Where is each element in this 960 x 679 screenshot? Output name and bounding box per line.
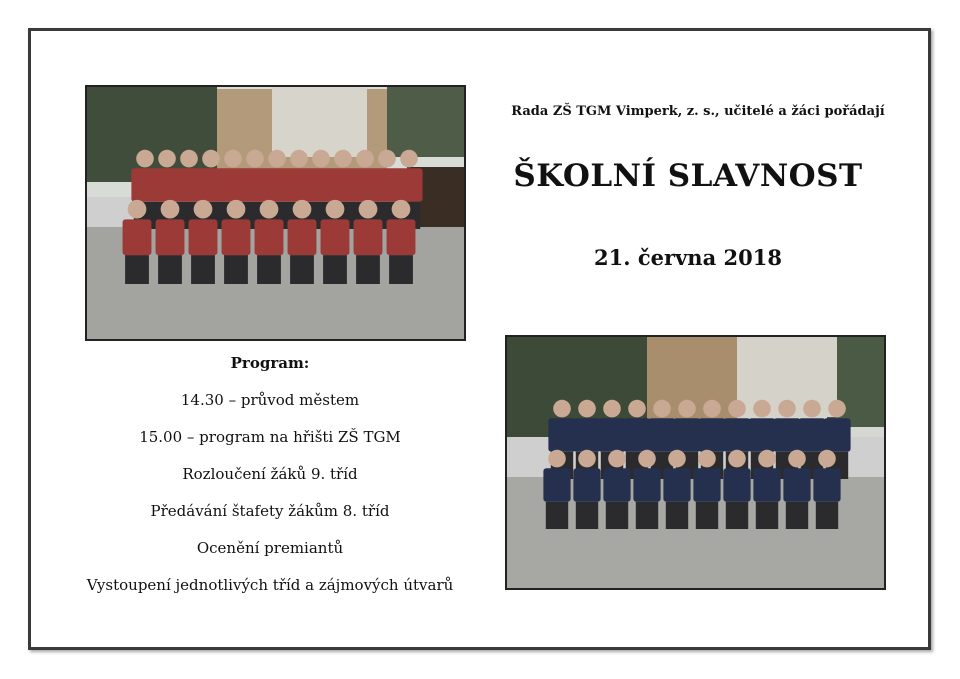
organizer-line: Rada ZŠ TGM Vimperk, z. s., učitelé a žáci pořádají [511,104,885,119]
program-item: 14.30 – průvod městem [180,391,360,409]
group-photo-blue-shirts [505,335,886,590]
program-item: Rozloučení žáků 9. tříd [182,465,358,483]
program-list [60,391,480,613]
photo-scene [507,337,884,588]
program-item: Předávání štafety žákům 8. tříd [150,502,390,520]
trees-right [387,87,464,157]
trees-left [87,87,217,182]
students [123,150,423,284]
program-heading: Program: [230,354,310,372]
event-title: ŠKOLNÍ SLAVNOST [513,158,863,194]
program-item: Ocenění premiantů [196,539,344,557]
building-light [272,87,367,157]
program-item: Vystoupení jednotlivých tříd a zájmových útvarů [86,576,454,594]
group-photo-red-shirts [85,85,466,341]
students [543,400,850,529]
photo-scene [87,87,464,339]
event-date: 21. června 2018 [594,245,782,270]
program-item: 15.00 – program na hřišti ZŠ TGM [139,428,401,446]
